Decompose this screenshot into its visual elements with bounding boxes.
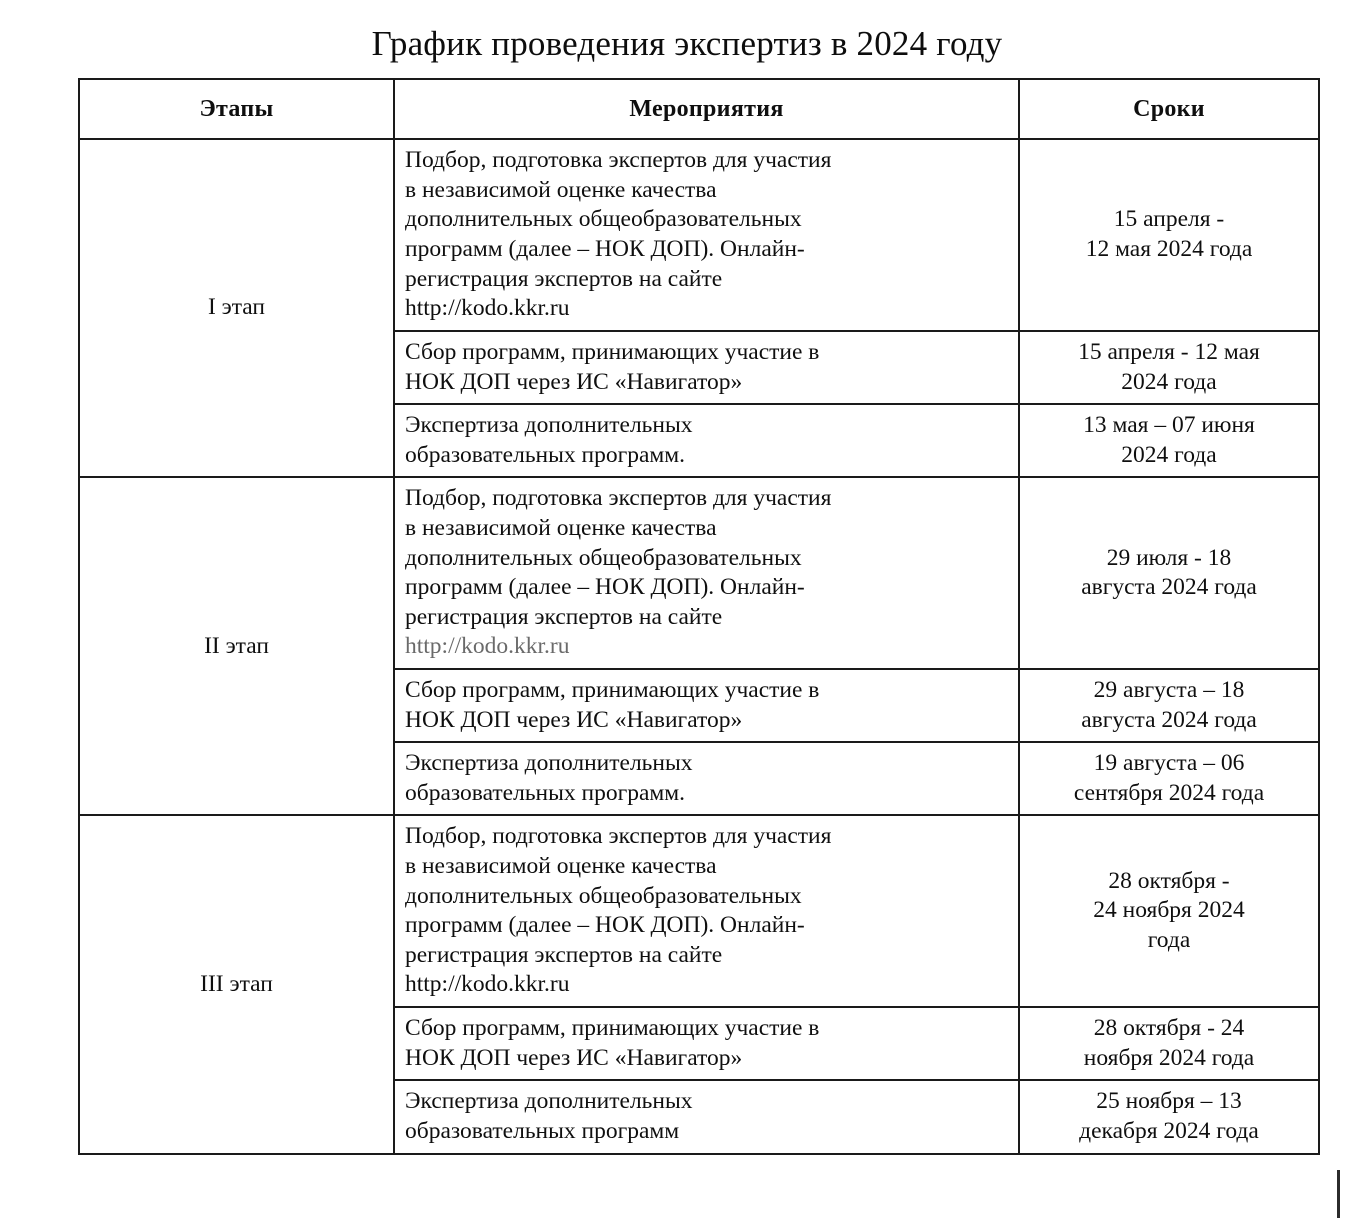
event-line: в независимой оценке качества [405,514,717,541]
term-line: августа 2024 года [1081,574,1257,601]
table-row [79,477,1319,669]
term-line: 28 октября - 24 [1093,1015,1245,1042]
table-row [79,139,1319,331]
term-cell [1019,1007,1319,1080]
event-cell [394,331,1019,404]
event-line: Подбор, подготовка экспертов для участия [405,485,832,512]
table-row [79,815,1319,1007]
term-line: ноября 2024 года [1083,1044,1255,1071]
event-line-url: http://kodo.kkr.ru [405,295,570,322]
event-line: Экспертиза дополнительных [405,412,693,439]
term-line: 15 апреля - [1113,206,1225,233]
event-cell [394,742,1019,815]
event-line-url: http://kodo.kkr.ru [405,633,570,660]
term-cell [1019,742,1319,815]
event-line: Подбор, подготовка экспертов для участия [405,823,832,850]
event-line: Подбор, подготовка экспертов для участия [405,147,832,174]
event-line: НОК ДОП через ИС «Навигатор» [405,706,743,733]
event-line: Экспертиза дополнительных [405,750,693,777]
event-cell [394,1080,1019,1153]
page-edge-mark [1337,1170,1340,1218]
column-header-events: Мероприятия [394,79,1019,139]
event-line: дополнительных общеобразовательных [405,882,802,909]
event-cell [394,477,1019,669]
term-line: декабря 2024 года [1079,1117,1259,1144]
term-line: 19 августа – 06 [1093,750,1245,777]
term-cell [1019,815,1319,1007]
term-line: 29 августа – 18 [1093,676,1245,703]
term-line: 15 апреля - 12 мая [1078,338,1260,365]
event-line: Сбор программ, принимающих участие в [405,676,820,703]
event-line: НОК ДОП через ИС «Навигатор» [405,368,743,395]
event-cell [394,669,1019,742]
event-line: дополнительных общеобразовательных [405,544,802,571]
term-line: 2024 года [1121,441,1217,468]
event-line: программ (далее – НОК ДОП). Онлайн- [405,574,805,601]
event-line: программ (далее – НОК ДОП). Онлайн- [405,912,805,939]
term-line: 24 ноября 2024 [1093,897,1245,924]
page-title: График проведения экспертиз в 2024 году [371,24,1003,63]
event-cell [394,404,1019,477]
stage-cell-3: III этап [79,815,394,1153]
stage-cell-2: II этап [79,477,394,815]
event-cell [394,139,1019,331]
term-line: 2024 года [1121,368,1217,395]
event-line: Сбор программ, принимающих участие в [405,1015,820,1042]
term-cell [1019,669,1319,742]
term-line: сентября 2024 года [1073,779,1265,806]
event-line: образовательных программ [405,1117,680,1144]
event-line: Сбор программ, принимающих участие в [405,338,820,365]
event-line: в независимой оценке качества [405,853,717,880]
term-line: августа 2024 года [1081,706,1257,733]
event-line: программ (далее – НОК ДОП). Онлайн- [405,236,805,263]
term-line: года [1147,927,1191,954]
event-line: образовательных программ. [405,441,686,468]
event-line: регистрация экспертов на сайте [405,265,723,292]
term-cell [1019,139,1319,331]
table-header-row [79,79,1319,139]
term-cell [1019,404,1319,477]
event-line: НОК ДОП через ИС «Навигатор» [405,1044,743,1071]
term-line: 13 мая – 07 июня [1083,412,1255,439]
event-cell [394,1007,1019,1080]
schedule-table [78,78,1320,1155]
table-header [79,79,1319,139]
term-cell [1019,477,1319,669]
event-line: Экспертиза дополнительных [405,1088,693,1115]
event-cell [394,815,1019,1007]
term-cell [1019,331,1319,404]
event-line: регистрация экспертов на сайте [405,603,723,630]
event-line: регистрация экспертов на сайте [405,941,723,968]
term-line: 25 ноября – 13 [1096,1088,1242,1115]
table-body [79,139,1319,1153]
column-header-stage: Этапы [79,79,394,139]
column-header-terms: Сроки [1019,79,1319,139]
event-line: дополнительных общеобразовательных [405,206,802,233]
term-line: 12 мая 2024 года [1085,236,1253,263]
event-line: образовательных программ. [405,779,686,806]
term-cell [1019,1080,1319,1153]
document-page [0,24,1354,1218]
term-line: 28 октября - [1108,867,1230,894]
event-line-url: http://kodo.kkr.ru [405,971,570,998]
stage-cell-1: I этап [79,139,394,477]
term-line: 29 июля - 18 [1106,544,1232,571]
event-line: в независимой оценке качества [405,176,717,203]
